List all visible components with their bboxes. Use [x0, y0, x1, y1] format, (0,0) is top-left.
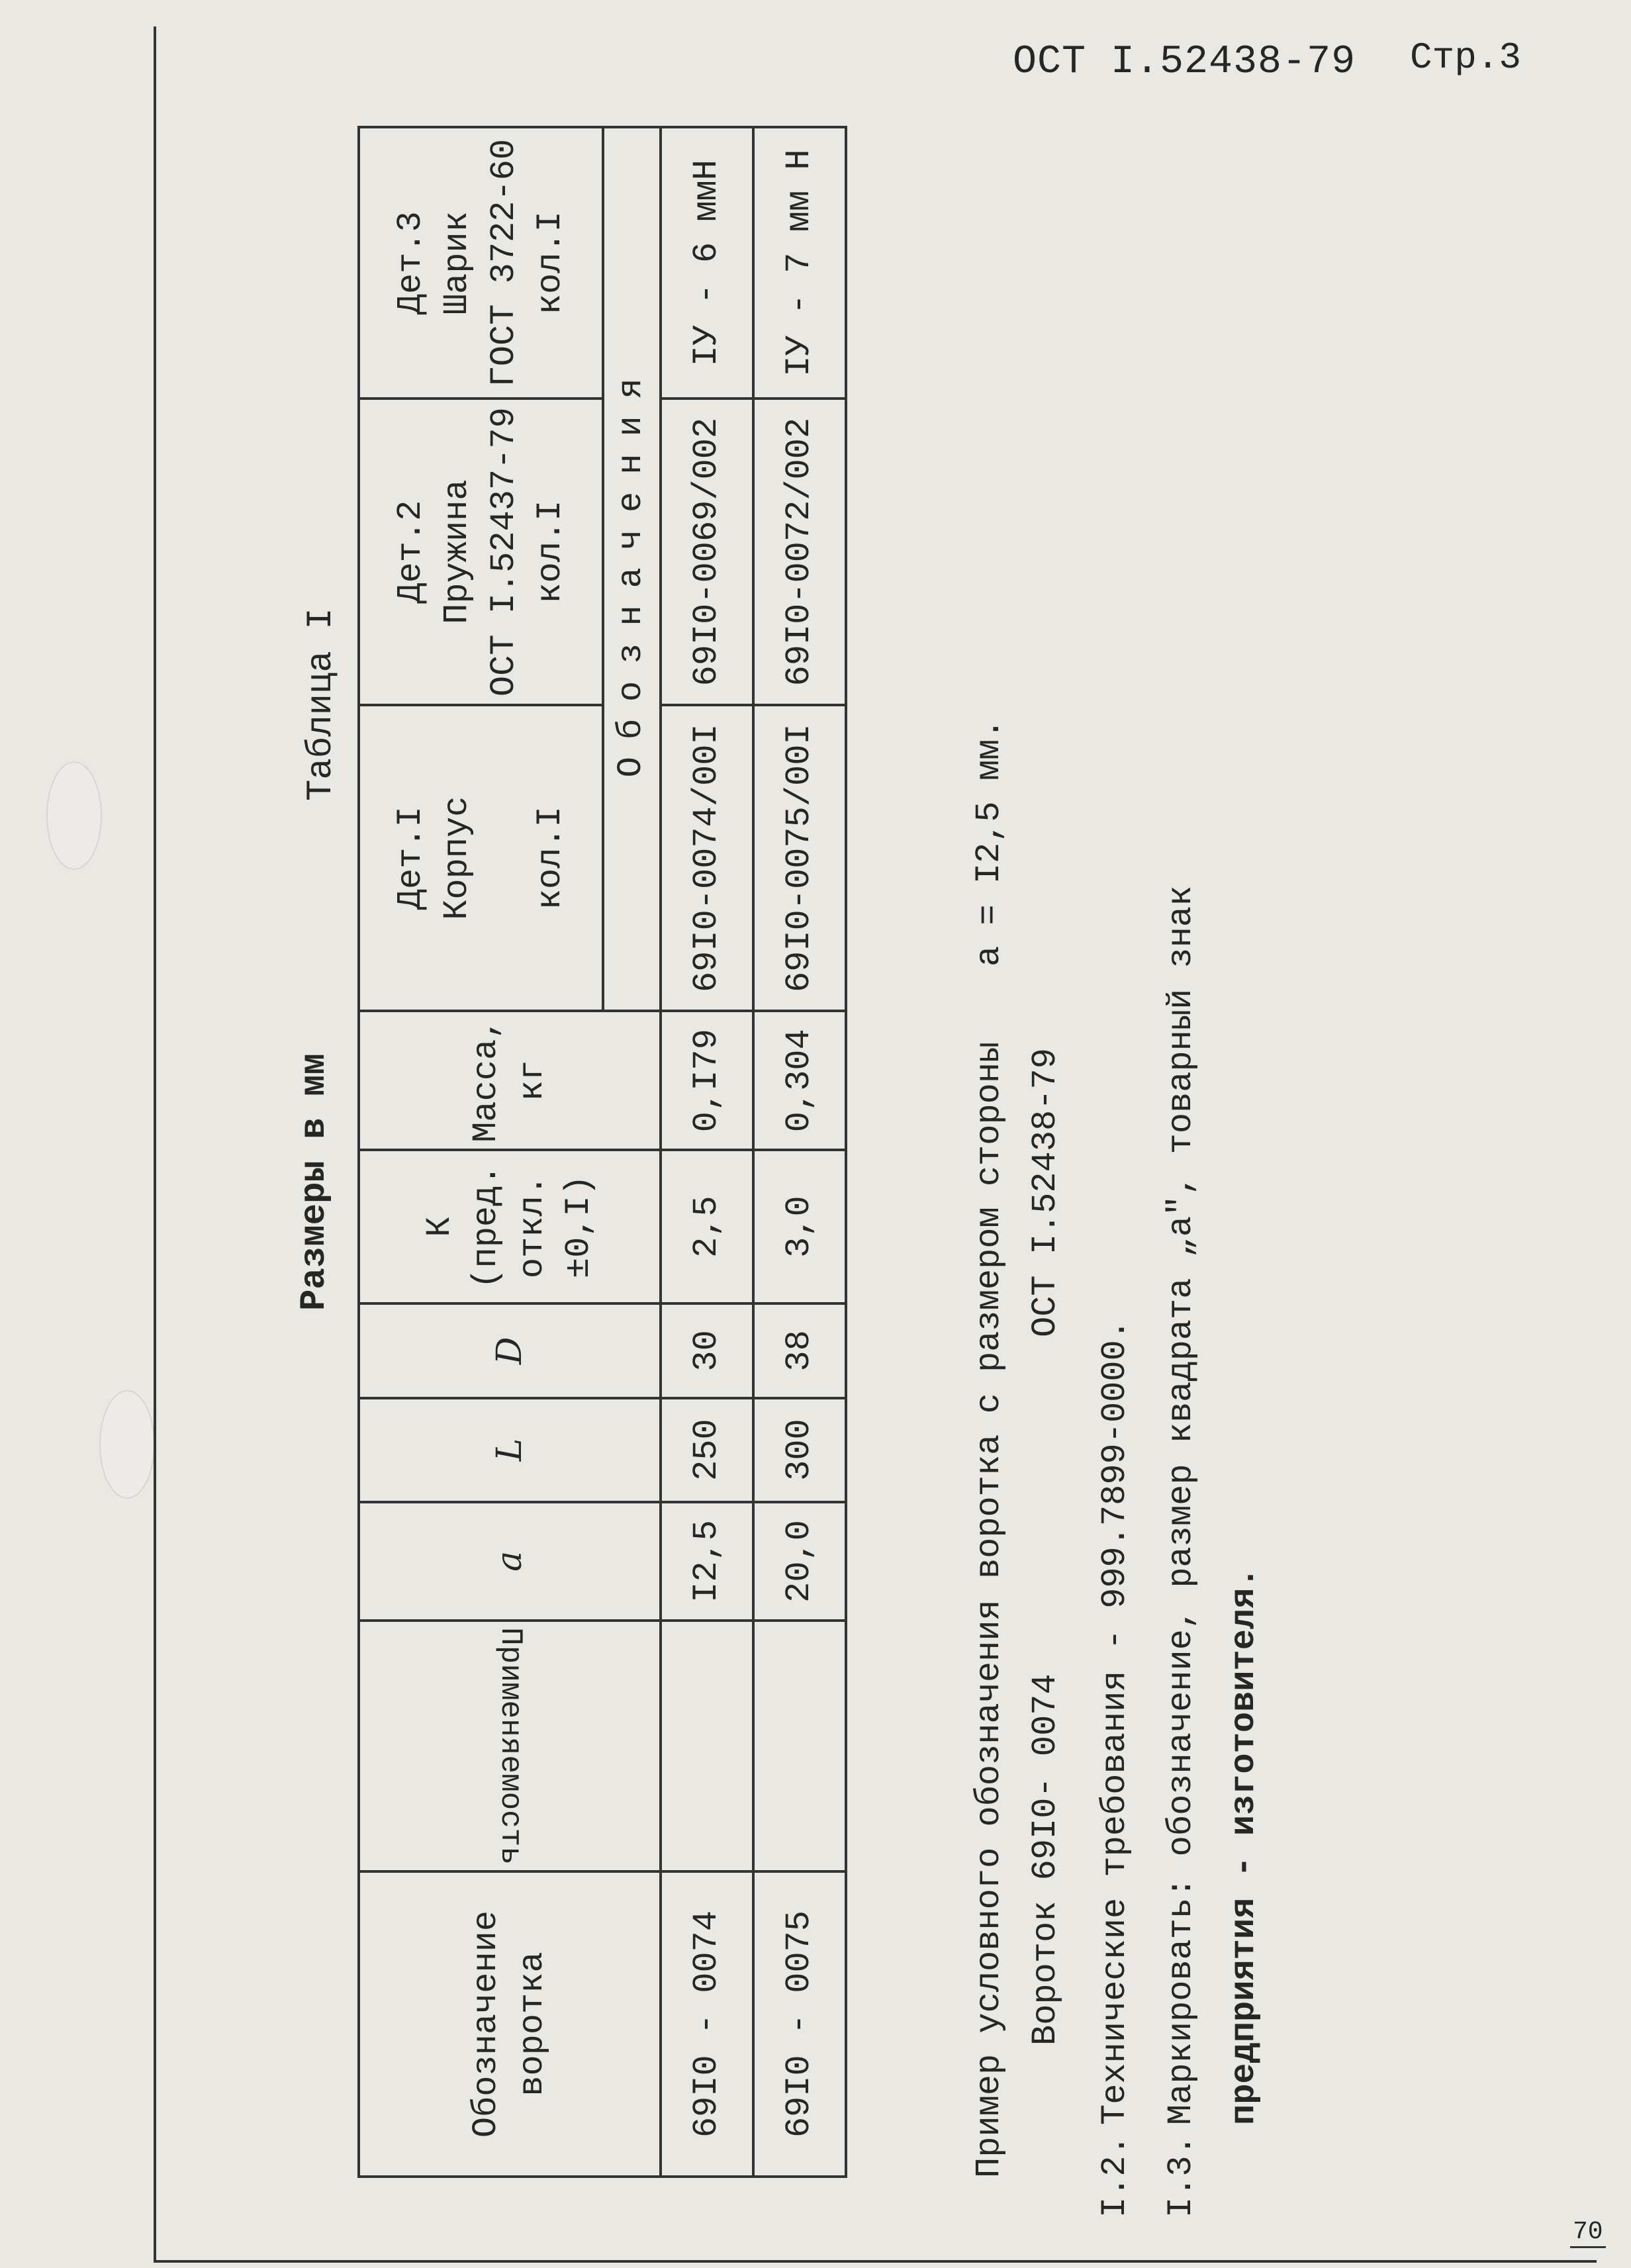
cell-D: 30 — [661, 1303, 753, 1397]
cell-L: 250 — [661, 1398, 753, 1502]
item-number: I.2. — [1095, 2135, 1135, 2218]
header-D: D — [359, 1303, 661, 1397]
standard-code: ОСТ I.52438-79 — [1013, 40, 1356, 85]
example-param: a = I2,5 мм. — [970, 718, 1009, 967]
cell-det3: IУ - 6 ммН — [661, 127, 753, 399]
cell-det3: IУ - 7 мм Н — [753, 127, 846, 399]
dimensions-table — [357, 126, 847, 2178]
cell-K: 2,5 — [661, 1150, 753, 1303]
cell-designation: 69I0 - 0075 — [753, 1871, 846, 2177]
cell-det2: 69I0-0072/002 — [753, 399, 846, 705]
punch-hole-mark — [46, 761, 102, 870]
item-text: Технические требования - 999.7899-0000. — [1095, 1319, 1135, 2125]
cell-D: 38 — [753, 1303, 846, 1397]
header-det3: Дет.3 Шарик ГОСТ 3722-60 кол.I — [359, 127, 603, 399]
page-number: Стр.3 — [1410, 36, 1522, 79]
sheet-number: 70 — [1570, 2218, 1606, 2248]
cell-det2: 69I0-0069/002 — [661, 399, 753, 705]
cell-det1: 69I0-0075/00I — [753, 705, 846, 1012]
header-a: a — [359, 1502, 661, 1621]
table-row — [661, 127, 753, 2177]
item-number: I.3. — [1162, 2135, 1201, 2218]
header-mass: Масса, кг — [359, 1011, 661, 1149]
header-L: L — [359, 1398, 661, 1502]
header-det1: Дет.I Корпус кол.I — [359, 705, 603, 1012]
table-units: Размеры в мм — [295, 1053, 335, 1311]
cell-a: 20,0 — [753, 1502, 846, 1621]
cell-L: 300 — [753, 1398, 846, 1502]
cell-applicability — [661, 1621, 753, 1871]
header-det2: Дет.2 Пружина ОСТ I.52437-79 кол.I — [359, 399, 603, 705]
cell-det1: 69I0-0074/00I — [661, 705, 753, 1012]
table-header-row — [359, 127, 603, 2177]
cell-mass: 0,304 — [753, 1011, 846, 1149]
header-designation: Обозначение воротка — [359, 1871, 661, 2177]
cell-K: 3,0 — [753, 1150, 846, 1303]
header-applicability — [359, 1621, 661, 1871]
cell-a: I2,5 — [661, 1502, 753, 1621]
rotated-content — [295, 113, 1264, 2218]
example-intro: Пример условного обозначения воротка с размером стороны — [970, 1041, 1009, 2178]
header-K: К (пред. откл. ±0,I) — [359, 1150, 661, 1303]
example-line: Вороток 69I0- 0074 — [1026, 1674, 1065, 2046]
item-text-continued: предприятия - изготовителя. — [1225, 1567, 1264, 2125]
punch-hole-mark — [99, 1390, 155, 1499]
table-row — [753, 127, 846, 2177]
cell-applicability — [753, 1621, 846, 1871]
header-designations: Обозначения — [603, 127, 661, 1011]
cell-designation: 69I0 - 0074 — [661, 1871, 753, 2177]
header-applicability-text: Применяемость — [493, 1627, 528, 1866]
table-title: Таблица I — [301, 608, 342, 801]
example-standard: ОСТ I.52438-79 — [1026, 1048, 1065, 1337]
cell-mass: 0,I79 — [661, 1011, 753, 1149]
item-text: Маркировать: обозначение, размер квадрата „a", товарный знак — [1162, 885, 1201, 2125]
